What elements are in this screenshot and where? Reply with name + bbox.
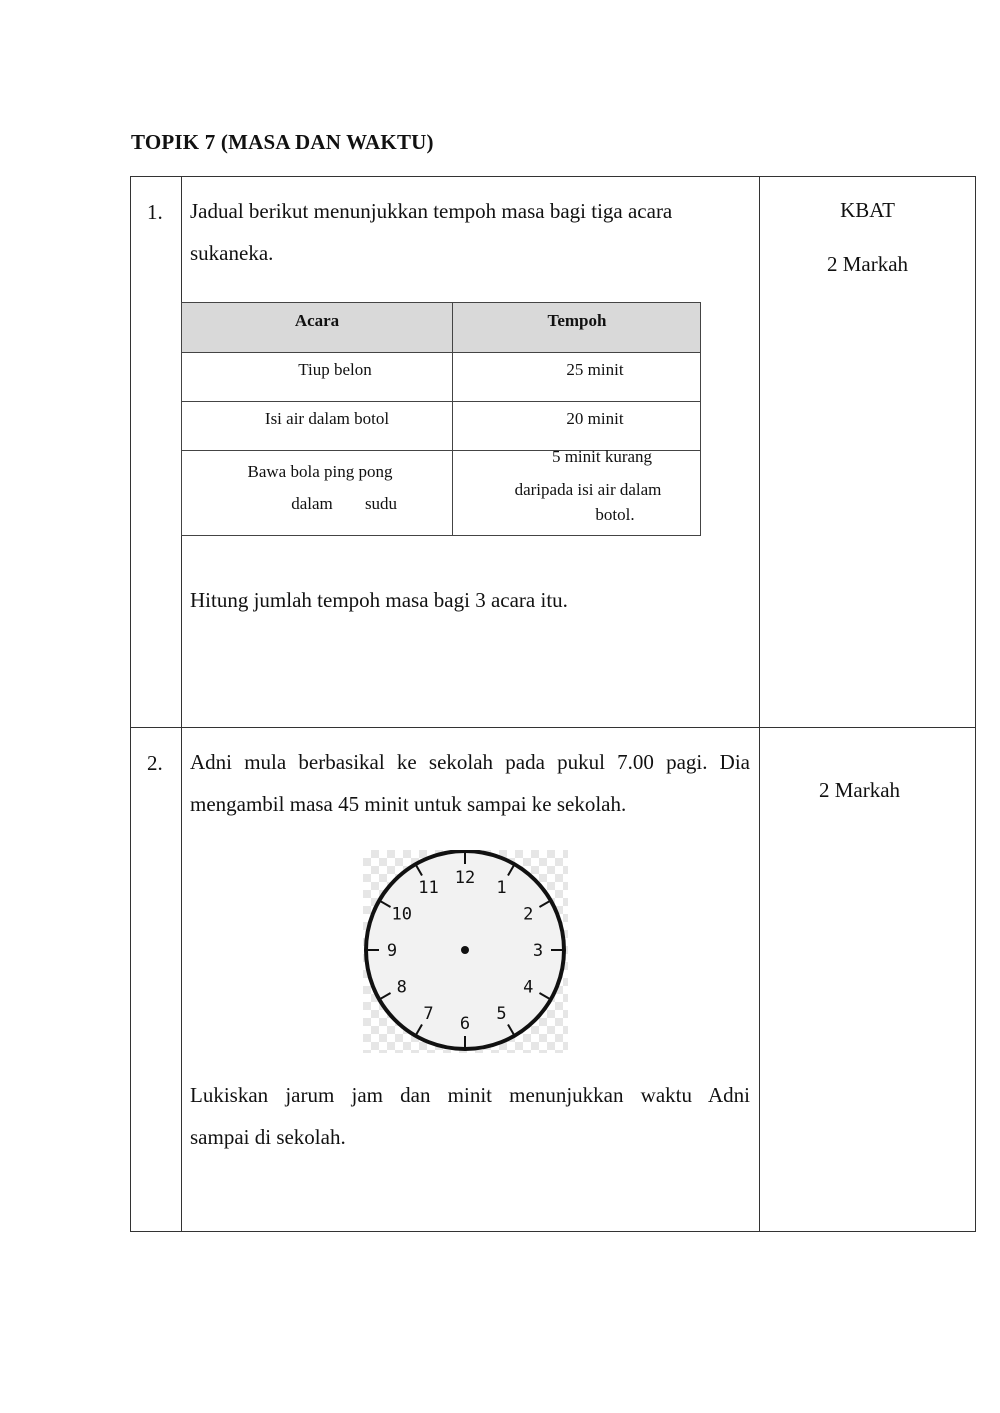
question-1-intro-line: sukaneka. [190, 241, 274, 265]
clock-number: 2 [523, 904, 534, 925]
table-row-divider [182, 401, 700, 402]
table-cell-acara: Bawa bola ping pong [247, 462, 393, 481]
clock-number: 9 [386, 941, 398, 961]
table-cell-tempoh: daripada isi air dalam [514, 480, 662, 499]
clock-number: 8 [396, 977, 407, 998]
table-cell-acara-word: dalam [291, 494, 333, 513]
kbat-label: KBAT [840, 198, 895, 222]
table-cell-tempoh: botol. [595, 505, 635, 524]
row-divider [131, 727, 975, 728]
question-2-intro-line: mengambil masa 45 minit untuk sampai ke sekolah. [190, 792, 627, 816]
clock-number: 12 [454, 868, 476, 888]
page-title: TOPIK 7 (MASA DAN WAKTU) [131, 130, 434, 154]
clock-number: 3 [532, 941, 544, 961]
clock-number: 7 [423, 1004, 434, 1025]
marks-label: 2 Markah [818, 778, 901, 802]
clock-number: 11 [418, 877, 439, 898]
clock-icon [363, 850, 568, 1053]
table-cell-tempoh: 25 minit [566, 360, 624, 379]
table-cell-tempoh: 5 minit kurang [551, 447, 653, 466]
question-1-intro [190, 190, 750, 274]
clock-number: 4 [523, 977, 534, 998]
event-duration-table [181, 302, 701, 536]
clock-number: 10 [391, 904, 413, 925]
question-1-task: Hitung jumlah tempoh masa bagi 3 acara itu. [190, 588, 568, 612]
question-1-intro-line: Jadual berikut menunjukkan tempoh masa bagi tiga acara [190, 199, 673, 223]
table-cell-tempoh: 20 minit [566, 409, 624, 428]
question-2-task-line: Lukiskan jarum jam dan minit menunjukkan waktu Adni [190, 1083, 750, 1107]
clock-number: 6 [459, 1014, 471, 1034]
question-2-task [190, 1074, 750, 1158]
question-number: 1. [147, 200, 163, 224]
clock-number: 1 [496, 877, 507, 898]
marks-label: 2 Markah [826, 252, 909, 276]
question-2-intro-line: Adni mula berbasikal ke sekolah pada pukul 7.00 pagi. Dia [190, 750, 750, 774]
blank-clock-face[interactable] [363, 850, 568, 1053]
question-2-intro [190, 741, 750, 825]
question-2-task-line: sampai di sekolah. [190, 1125, 346, 1149]
table-cell-acara: Tiup belon [298, 360, 372, 379]
table-cell-acara: Isi air dalam botol [264, 409, 390, 428]
clock-center-dot [461, 946, 469, 954]
clock-number: 5 [496, 1004, 507, 1025]
question-number: 2. [147, 751, 163, 775]
column-divider [759, 177, 760, 1231]
table-header-tempoh: Tempoh [547, 311, 607, 330]
table-cell-acara-word: sudu [364, 494, 398, 513]
table-header-acara: Acara [294, 311, 340, 330]
